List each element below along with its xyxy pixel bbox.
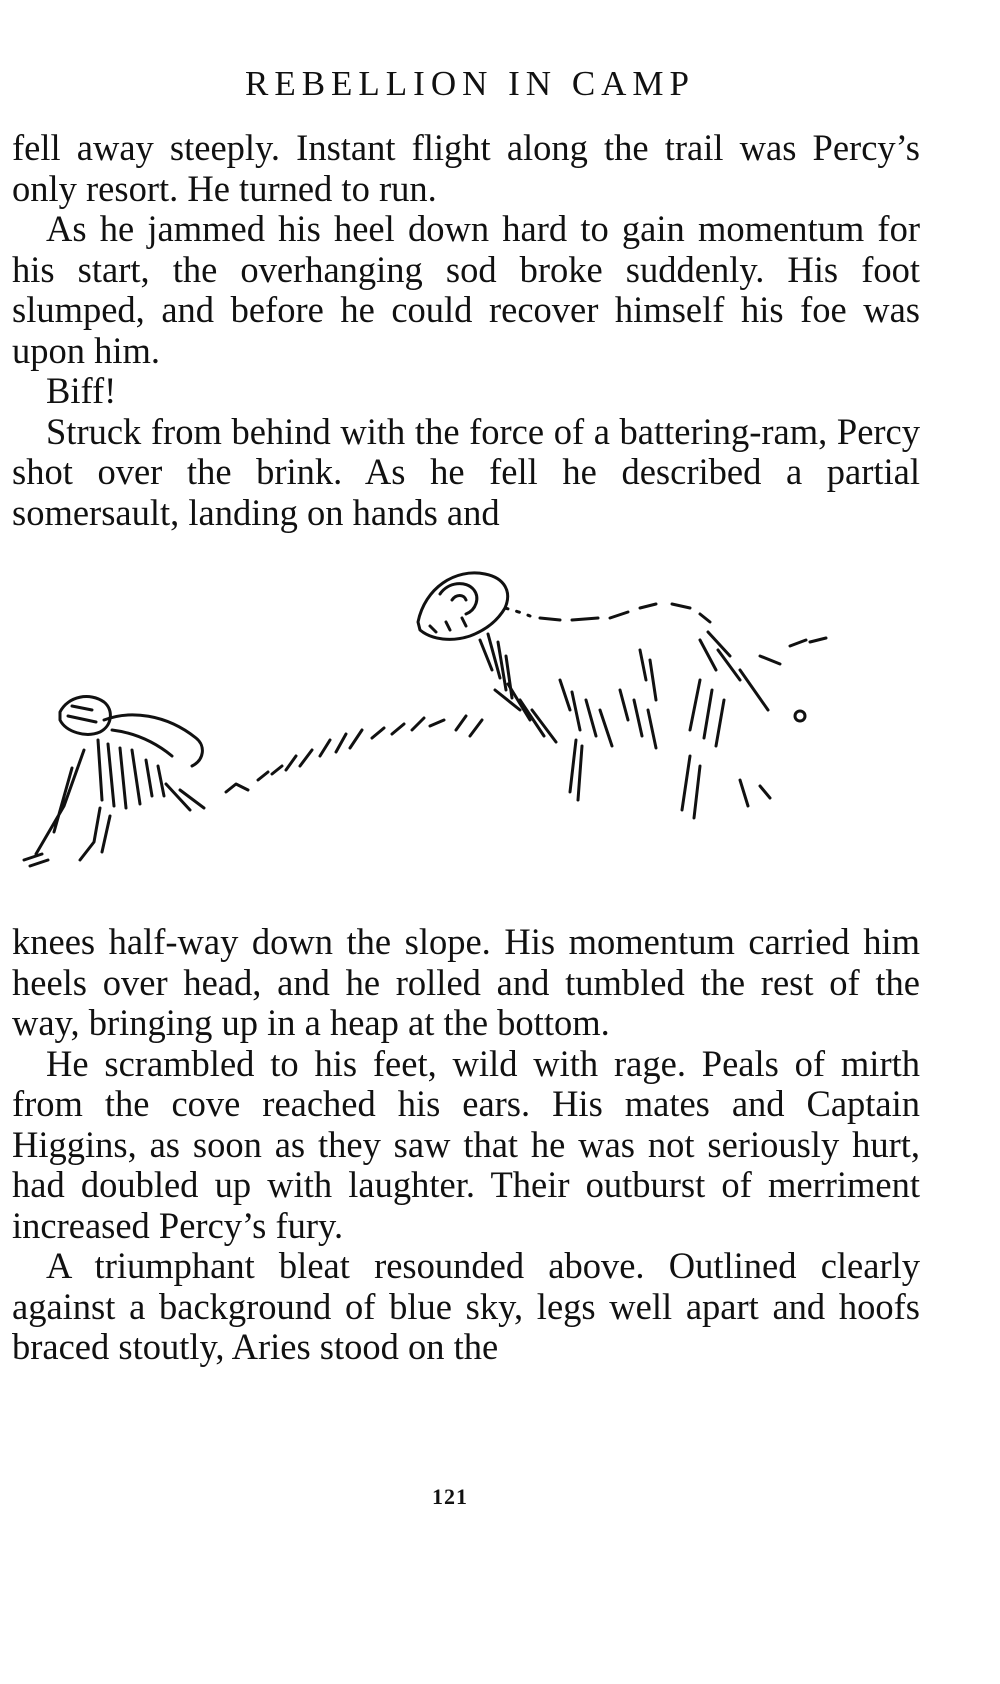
text-block-bottom [12,922,920,1368]
paragraph: A triumphant bleat resounded above. Outlined clearly against a background of blue sky, legs well apart and hoofs braced stoutly, Aries stood on the [12,1245,920,1367]
paragraph: knees half-way down the slope. His momentum carried him heels over head, and he rolled and tumbled the rest of the way, bringing up in a heap at the bottom. [12,921,920,1043]
text-block-top [12,128,920,533]
paragraph: fell away steeply. Instant flight along the trail was Percy’s only resort. He turned to run. [12,127,920,209]
paragraph: Struck from behind with the force of a battering-ram, Percy shot over the brink. As he fell he described a partial somersault, landing on hands and [12,410,920,533]
running-head: REBELLION IN CAMP [244,64,696,103]
paragraph: Biff! [46,370,117,411]
ram-figure [418,573,826,818]
boy-figure [24,697,204,866]
paragraph: As he jammed his heel down hard to gain momentum for his start, the overhanging sod broke suddenly. His foot slumped, and before he could recover himself his foe was upon him. [12,208,920,371]
page-number: 121 [432,1484,468,1509]
slope-scratches [226,716,482,792]
paragraph: He scrambled to his feet, wild with rage. Peals of mirth from the cove reached his ears. His mates and Captain Higgins, as soon as they saw that he was not seriously hurt, had doubled up with laughter. Their outburst of merriment increased Percy’s fury. [12,1042,920,1246]
ram-butting-boy-illustration [0,560,940,900]
